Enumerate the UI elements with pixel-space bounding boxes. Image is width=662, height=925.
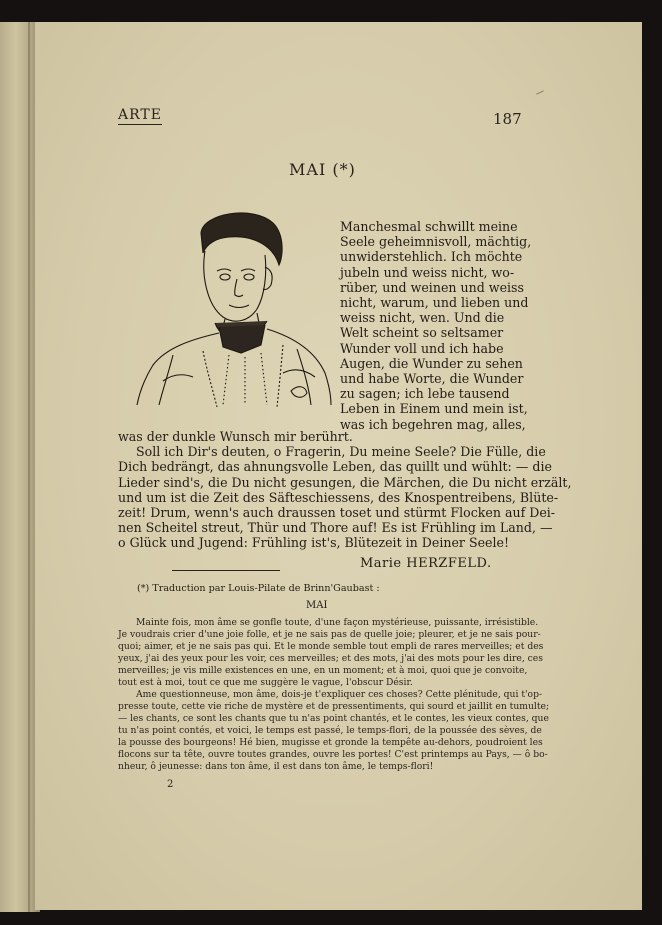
translation-line: merveilles; je vis mille existences en une, en un moment; et à moi, quoi que je convoite, — [118, 665, 528, 676]
footnote-rule — [172, 570, 280, 571]
poem-line: Soll ich Dir's deuten, o Fragerin, Du meine Seele? Die Fülle, die — [136, 444, 546, 460]
translation-line: Mainte fois, mon âme se gonfle toute, d'une façon mystérieuse, puissante, irrésistible. — [136, 617, 539, 628]
poem-line: Welt scheint so seltsamer — [340, 325, 504, 341]
translation-text — [118, 617, 550, 773]
poem-line: Augen, die Wunder zu sehen — [340, 355, 523, 371]
author-signature: Marie HERZFELD. — [360, 556, 492, 571]
poem-line: und um ist die Zeit des Säfteschiessens, des Knospentreibens, Blüte- — [118, 489, 559, 505]
translation-line: tu n'as point contés, et voici, le temps est passé, le temps-flori, de la poussée des sèves, de — [118, 725, 542, 736]
footnote-label: (*) Traduction par Louis-Pilate de Brinn'Gaubast : — [137, 583, 380, 594]
page-number: 187 — [493, 110, 522, 128]
translation-line: Je voudrais crier d'une joie folle, et je ne sais pas de quelle joie; pleurer, et je ne sais pour- — [118, 629, 541, 640]
poem-line: rüber, und weinen und weiss — [340, 279, 524, 295]
translation-line: — les chants, ce sont les chants que tu n'as point chantés, et le contes, les vieux contes, que — [118, 713, 549, 724]
running-header — [118, 107, 162, 123]
signature-mark: 2 — [167, 779, 174, 790]
poem-line: Manchesmal schwillt meine — [340, 219, 518, 234]
translation-line: presse toute, cette vie riche de mystère et de pressentiments, qui sourd et jaillit en tumulte; — [118, 701, 550, 712]
poem-line: nen Scheitel streut, Thür und Thore auf! Es ist Frühling im Land, — — [118, 520, 553, 536]
poem-line: unwiderstehlich. Ich möchte — [340, 249, 523, 265]
poem-full-width — [118, 429, 572, 551]
poem-line: Dich bedrängt, das ahnungsvolle Leben, das quillt und wühlt: — die — [118, 459, 552, 475]
translation-line: quoi; aimer, et je ne sais pas qui. Et le monde semble tout empli de rares merveilles; et des — [118, 641, 544, 652]
translation-line: tout est à moi, tout ce que me suggère le vague, l'obscur Désir. — [118, 677, 413, 688]
poem-line: nicht, warum, und lieben und — [340, 295, 529, 311]
poem-line: Seele geheimnisvoll, mächtig, — [340, 234, 532, 250]
translation-title: MAI — [306, 600, 328, 611]
portrait-engraving-icon — [133, 205, 333, 410]
poem-line: zu sagen; ich lebe tausend — [340, 386, 510, 402]
poem-line: Lieder sind's, die Du nicht gesungen, die Märchen, die Du nicht erzält, — [118, 474, 572, 490]
translation-line: la pousse des bourgeons! Hé bien, mugisse et gronde la tempête au-dehors, poudroient les — [118, 737, 543, 748]
poem-line: Leben in Einem und mein ist, — [340, 401, 528, 417]
poem-line: und habe Worte, die Wunder — [340, 371, 524, 387]
poem-title: MAI (*) — [289, 160, 356, 179]
poem-line: jubeln und weiss nicht, wo- — [340, 264, 515, 280]
poem-line: zeit! Drum, wenn's auch draussen toset und stürmt Flocken auf Dei- — [118, 505, 556, 521]
poem-line: was ich begehren mag, alles, — [340, 416, 526, 432]
translation-line: flocons sur ta tête, ouvre toutes grandes, ouvre les portes! C'est printemps au Pays, — ô bo- — [118, 749, 548, 760]
running-header-text: ARTE — [118, 107, 162, 123]
translation-line: nheur, ô jeunesse: dans ton âme, il est dans ton âme, le temps-flori! — [118, 761, 434, 772]
poem-line: was der dunkle Wunsch mir berührt. — [118, 429, 353, 444]
poem-line: weiss nicht, wen. Und die — [340, 310, 505, 326]
translation-line: Ame questionneuse, mon âme, dois-je t'expliquer ces choses? Cette plénitude, qui t'op- — [136, 689, 543, 700]
poem-right-column — [340, 219, 532, 432]
poem-line: Wunder voll und ich habe — [340, 340, 504, 356]
poem-line: o Glück und Jugend: Frühling ist's, Blütezeit in Deiner Seele! — [118, 535, 510, 551]
translation-line: yeux, j'ai des yeux pour les voir, ces merveilles; et des mots, j'ai des mots pour les dire, ces — [118, 653, 543, 664]
spine-crease — [28, 22, 30, 912]
